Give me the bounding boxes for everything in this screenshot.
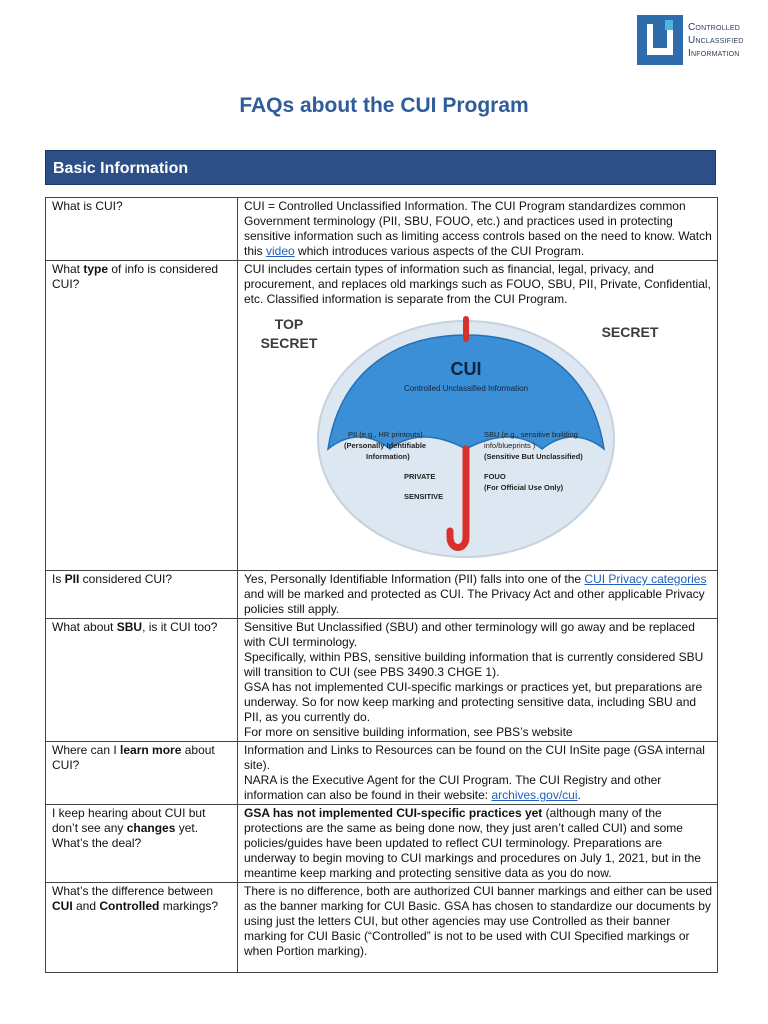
table-row <box>46 571 718 619</box>
sensitive-label: SENSITIVE <box>404 492 444 501</box>
pii-label: (Personally Identifiable <box>344 441 427 450</box>
answer-cell <box>238 805 718 883</box>
answer-text: CUI includes certain types of information such as financial, legal, privacy, and procurement, and replaces old markings such as FOUO, SBU, PII, Private, Confidential, etc. Classified information is separate from the CUI Program. <box>244 262 711 306</box>
fouo-label: (For Official Use Only) <box>484 483 564 492</box>
table-row <box>46 883 718 973</box>
answer-text: CUI = Controlled Unclassified Information. The CUI Program standardizes common Government terminology (PII, SBU, FOUO, etc.) and practices used in protecting sensitive information such as limiting access controls based on the need to know. Watch this <box>244 199 712 258</box>
table-row <box>46 261 718 571</box>
question-keyword: learn more <box>120 743 182 757</box>
question-cell <box>46 261 238 571</box>
question-text: yet. What’s the deal? <box>52 821 199 850</box>
answer-text: which introduces various aspects of the CUI Program. <box>294 244 585 258</box>
question-keyword: CUI <box>52 899 73 913</box>
question-text: , is it CUI too? <box>142 620 218 634</box>
question-cell <box>46 805 238 883</box>
answer-text: Yes, Personally Identifiable Information (PII) falls into one of the <box>244 572 585 586</box>
question-keyword: Controlled <box>99 899 160 913</box>
answer-text: and will be marked and protected as CUI. The Privacy Act and other applicable Privacy policies still apply. <box>244 587 705 616</box>
answer-text: NARA is the Executive Agent for the CUI Program. The CUI Registry and other information can also be found in their website: <box>244 773 662 802</box>
table-row <box>46 619 718 742</box>
logo-text <box>688 21 744 60</box>
cui-logo <box>637 15 744 65</box>
question-text: What is CUI? <box>52 199 123 213</box>
pii-label: Information) <box>366 452 410 461</box>
cui-privacy-link[interactable]: CUI Privacy categories <box>584 572 707 586</box>
cui-sublabel: Controlled Unclassified Information <box>403 384 529 393</box>
table-row <box>46 805 718 883</box>
answer-text: Specifically, within PBS, sensitive building information that is currently considered SBU will transition to CUI (see PBS 3490.3 CHGE 1). <box>244 650 704 679</box>
answer-text: Information and Links to Resources can be found on the CUI InSite page (GSA internal site). <box>244 743 705 772</box>
question-cell <box>46 742 238 805</box>
question-cell <box>46 619 238 742</box>
question-text: What <box>52 262 84 276</box>
answer-text: . <box>577 788 581 802</box>
answer-cell <box>238 742 718 805</box>
question-keyword: type <box>83 262 109 276</box>
sbu-label: (Sensitive But Unclassified) <box>484 452 583 461</box>
page-title: FAQs about the CUI Program <box>239 94 529 117</box>
answer-cell <box>238 261 718 571</box>
cui-umbrella-diagram <box>244 311 684 567</box>
question-text: of info is considered CUI? <box>52 262 219 291</box>
fouo-label: FOUO <box>484 472 506 481</box>
logo-line: Unclassified <box>688 34 744 46</box>
answer-text: GSA has not implemented CUI-specific markings or practices yet, but preparations are underway. So for now keep marking and protecting sensitive data, including SBU and PII, as you currently do. <box>244 680 703 724</box>
top-secret-label: TOP <box>274 316 304 332</box>
question-keyword: SBU <box>116 620 143 634</box>
faq-table <box>45 197 718 973</box>
question-text: Is <box>52 572 65 586</box>
sbu-label: SBU (e.g., sensitive building <box>484 430 578 439</box>
archives-link[interactable]: archives.gov/cui <box>491 788 578 802</box>
question-text: considered CUI? <box>79 572 173 586</box>
answer-text: There is no difference, both are authorized CUI banner markings and either can be used as the banner marking for CUI Basic. GSA has chosen to standardize our documents by using just the letters CUI, but other agencies may use Controlled as their banner marking for CUI Basic (“Controlled” is not to be used with CUI Specified markings or when Portion marking). <box>244 884 713 958</box>
answer-emphasis: GSA has not implemented CUI-specific practices yet <box>244 806 543 820</box>
question-text: I keep hearing about CUI but don’t see any <box>52 806 206 835</box>
sbu-label: info/blueprints ) <box>484 441 536 450</box>
question-text: What’s the difference between <box>52 884 213 898</box>
question-text: and <box>72 899 100 913</box>
private-label: PRIVATE <box>404 472 436 481</box>
question-text: Where can I <box>52 743 121 757</box>
table-row <box>46 742 718 805</box>
cui-logo-icon <box>637 15 683 65</box>
pii-label: PII (e.g., HR printouts) <box>348 430 423 439</box>
answer-text: Sensitive But Unclassified (SBU) and other terminology will go away and be replaced with CUI terminology. <box>244 620 695 649</box>
question-text: about CUI? <box>52 743 215 772</box>
question-cell <box>46 571 238 619</box>
answer-cell <box>238 571 718 619</box>
question-text: markings? <box>159 899 219 913</box>
question-text: What about <box>52 620 117 634</box>
cui-label: CUI <box>450 359 482 379</box>
answer-text: (although many of the protections are the same as being done now, they just aren’t called CUI) and some policies/guides have been updated to reflect CUI terminology. Preparations are underway to begin moving to CUI markings and procedures on July 1, 2021, but in the meantime keep marking and protecting sensitive data as you do now. <box>244 806 701 880</box>
logo-line: Controlled <box>688 21 741 33</box>
answer-cell <box>238 198 718 261</box>
answer-cell <box>238 619 718 742</box>
question-cell <box>46 198 238 261</box>
answer-cell <box>238 883 718 973</box>
question-cell <box>46 883 238 973</box>
section-header: Basic Information <box>45 150 716 185</box>
top-secret-label: SECRET <box>260 335 318 351</box>
question-keyword: changes <box>126 821 176 835</box>
video-link[interactable]: video <box>266 244 295 258</box>
secret-label: SECRET <box>601 324 659 340</box>
question-keyword: PII <box>64 572 80 586</box>
table-row <box>46 198 718 261</box>
answer-text: For more on sensitive building information, see PBS’s website <box>244 725 573 739</box>
logo-line: Information <box>688 47 740 59</box>
